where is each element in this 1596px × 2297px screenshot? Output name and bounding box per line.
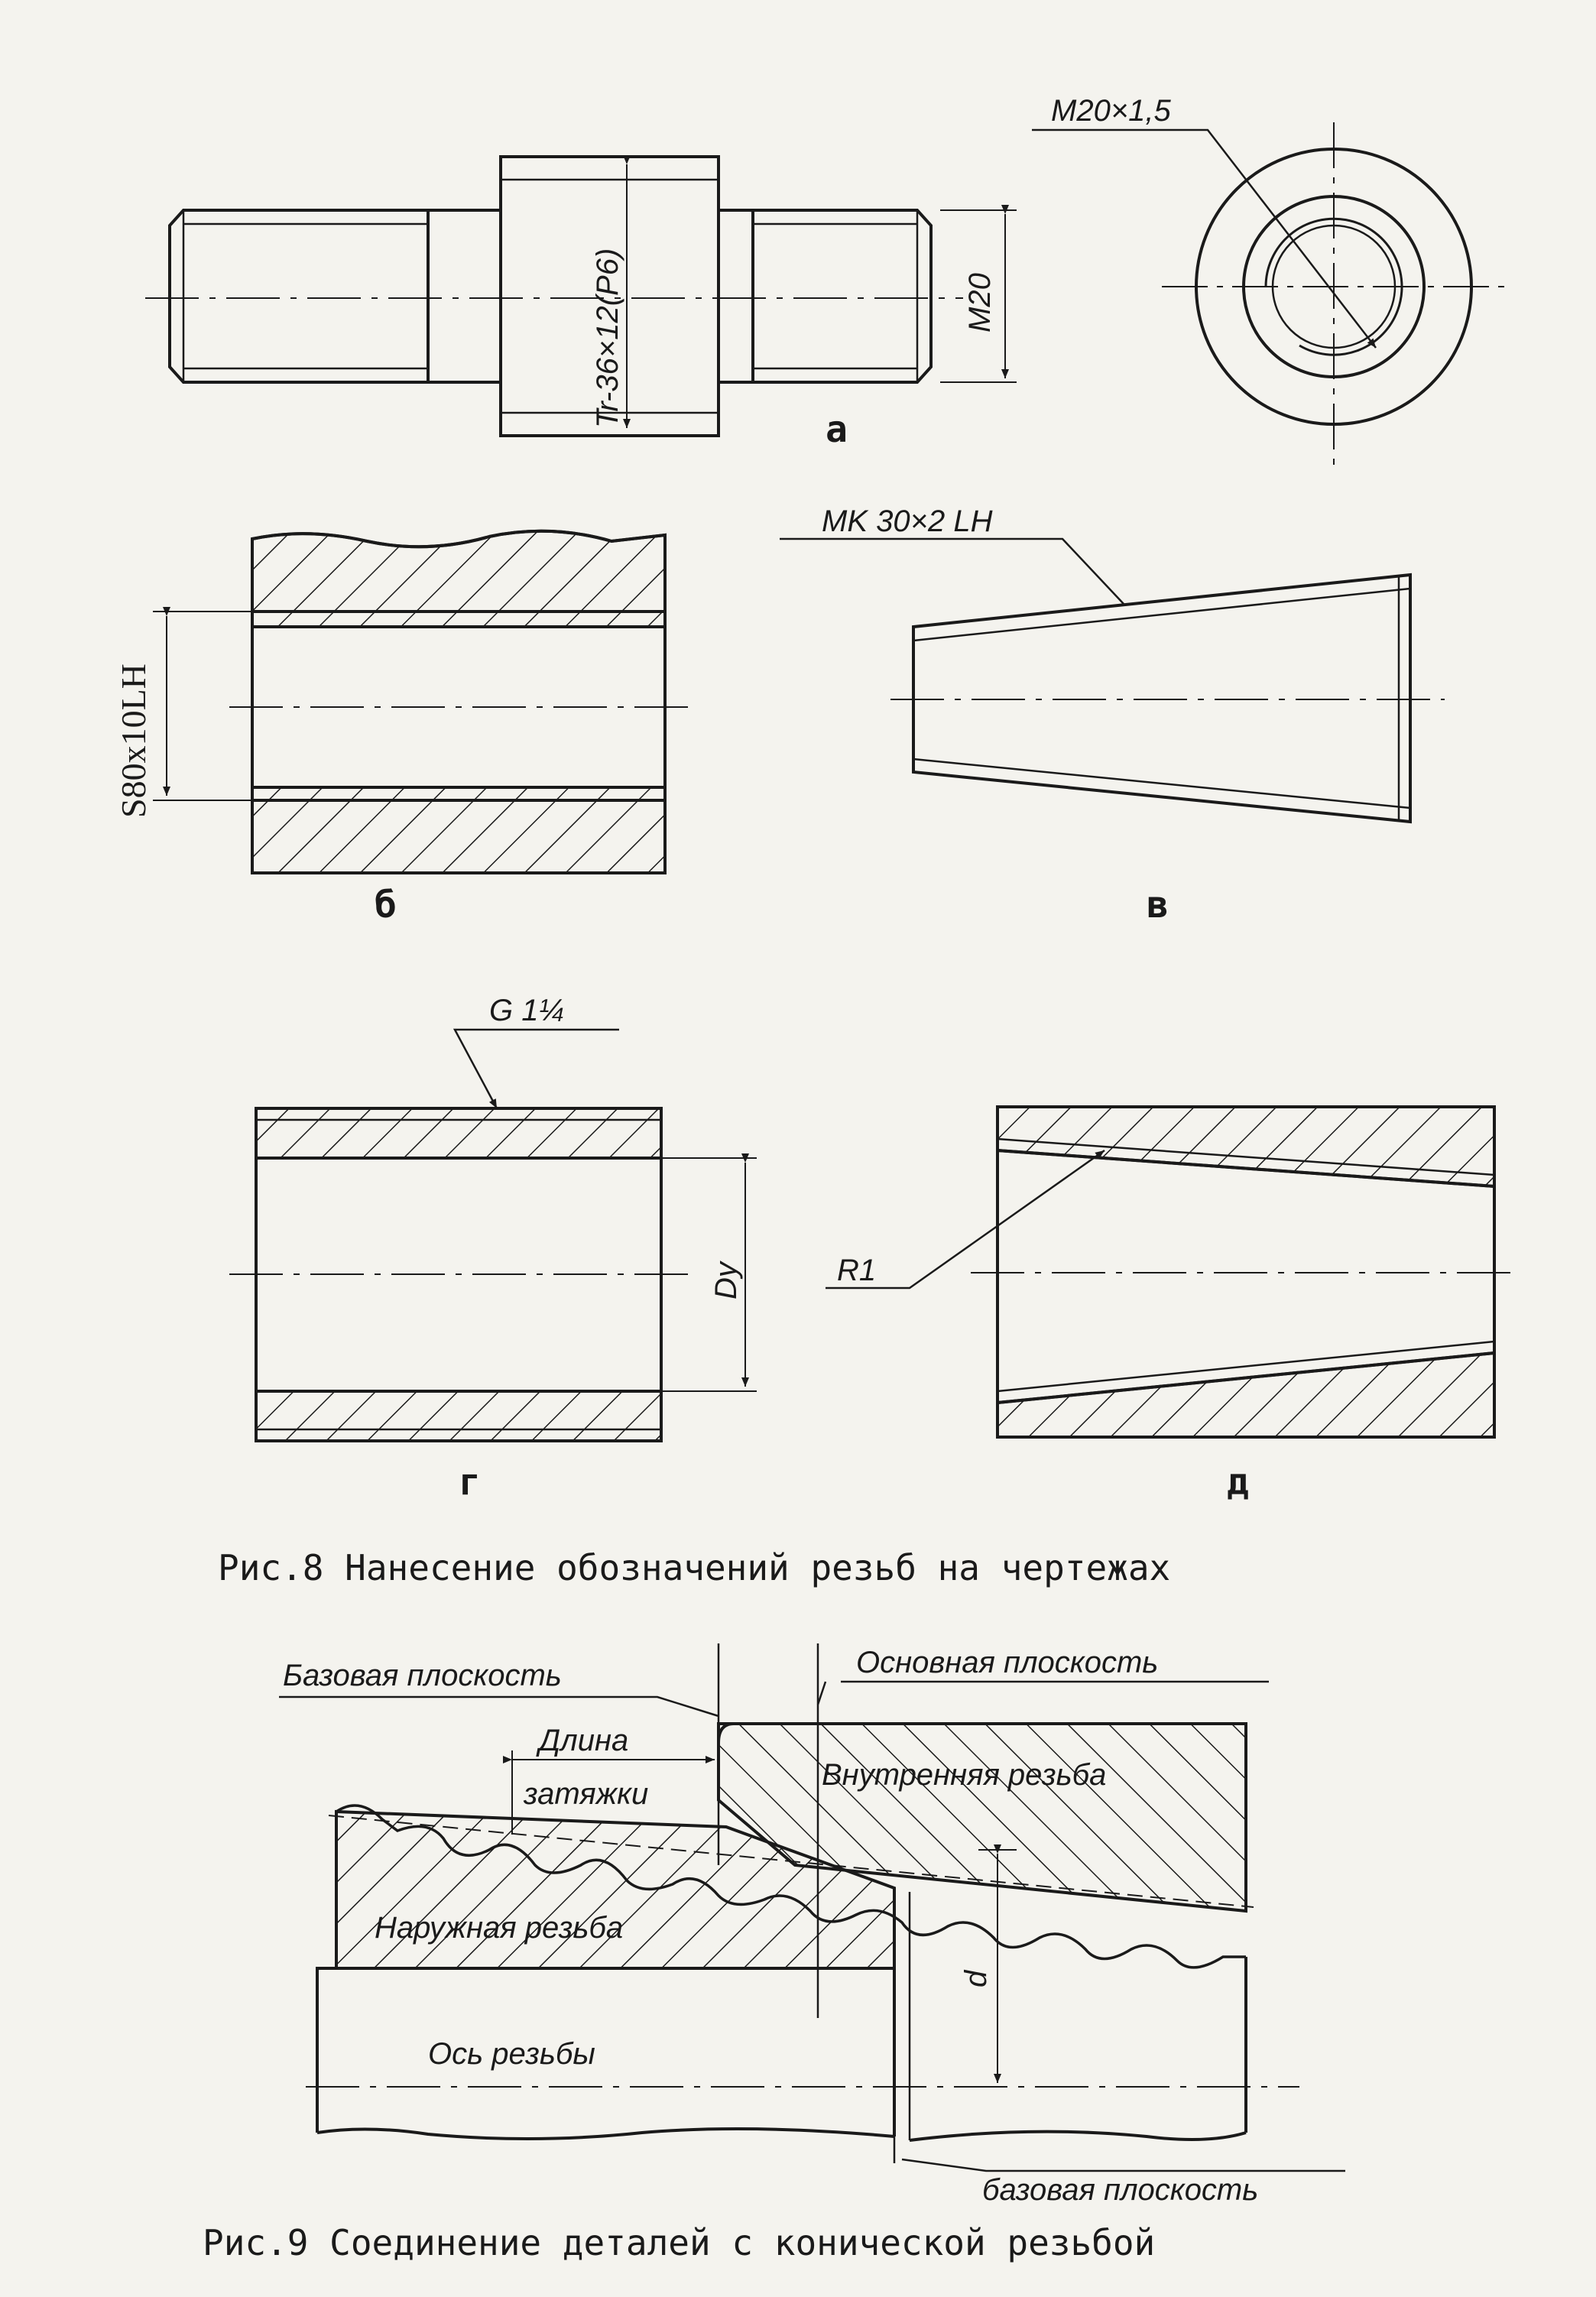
fig8v-sublabel: в	[1147, 884, 1169, 926]
fig8b-label: S80x10LH	[114, 663, 153, 818]
fig9-caption: Рис.9 Соединение деталей с конической резьбой	[203, 2222, 1156, 2263]
fig8b-sublabel: б	[375, 884, 397, 926]
fig9-diameter-label: d	[959, 1970, 993, 1987]
fig8a-sublabel: а	[826, 408, 848, 451]
fig8a-collar-label: Tr-36×12(P6)	[591, 248, 624, 428]
fig9-internal-thread: Внутренняя резьба	[822, 1758, 1107, 1792]
fig8v-label: MK 30×2 LH	[822, 504, 993, 538]
fig8a-diam-label: M20	[963, 273, 997, 333]
fig9-base-plane-top: Базовая плоскость	[283, 1659, 562, 1692]
fig8d-label: R1	[837, 1254, 877, 1287]
fig9-length-line1: Длина	[539, 1724, 629, 1757]
fig8g-sublabel: г	[459, 1461, 481, 1504]
fig8a-circle-label: M20×1,5	[1051, 94, 1171, 128]
fig8-caption: Рис.8 Нанесение обозначений резьб на чертежах	[218, 1547, 1171, 1588]
fig9-length-line2: затяжки	[524, 1777, 649, 1811]
fig9-main-plane: Основная плоскость	[856, 1646, 1159, 1679]
fig8g-label: G 1¼	[489, 994, 564, 1027]
fig8d-sublabel: д	[1227, 1461, 1249, 1504]
fig9-external-thread: Наружная резьба	[375, 1911, 624, 1945]
fig9-base-plane-bottom: базовая плоскость	[982, 2173, 1259, 2207]
fig8g-diam-label: Dy	[709, 1262, 743, 1299]
fig9-thread-axis: Ось резьбы	[428, 2037, 595, 2071]
